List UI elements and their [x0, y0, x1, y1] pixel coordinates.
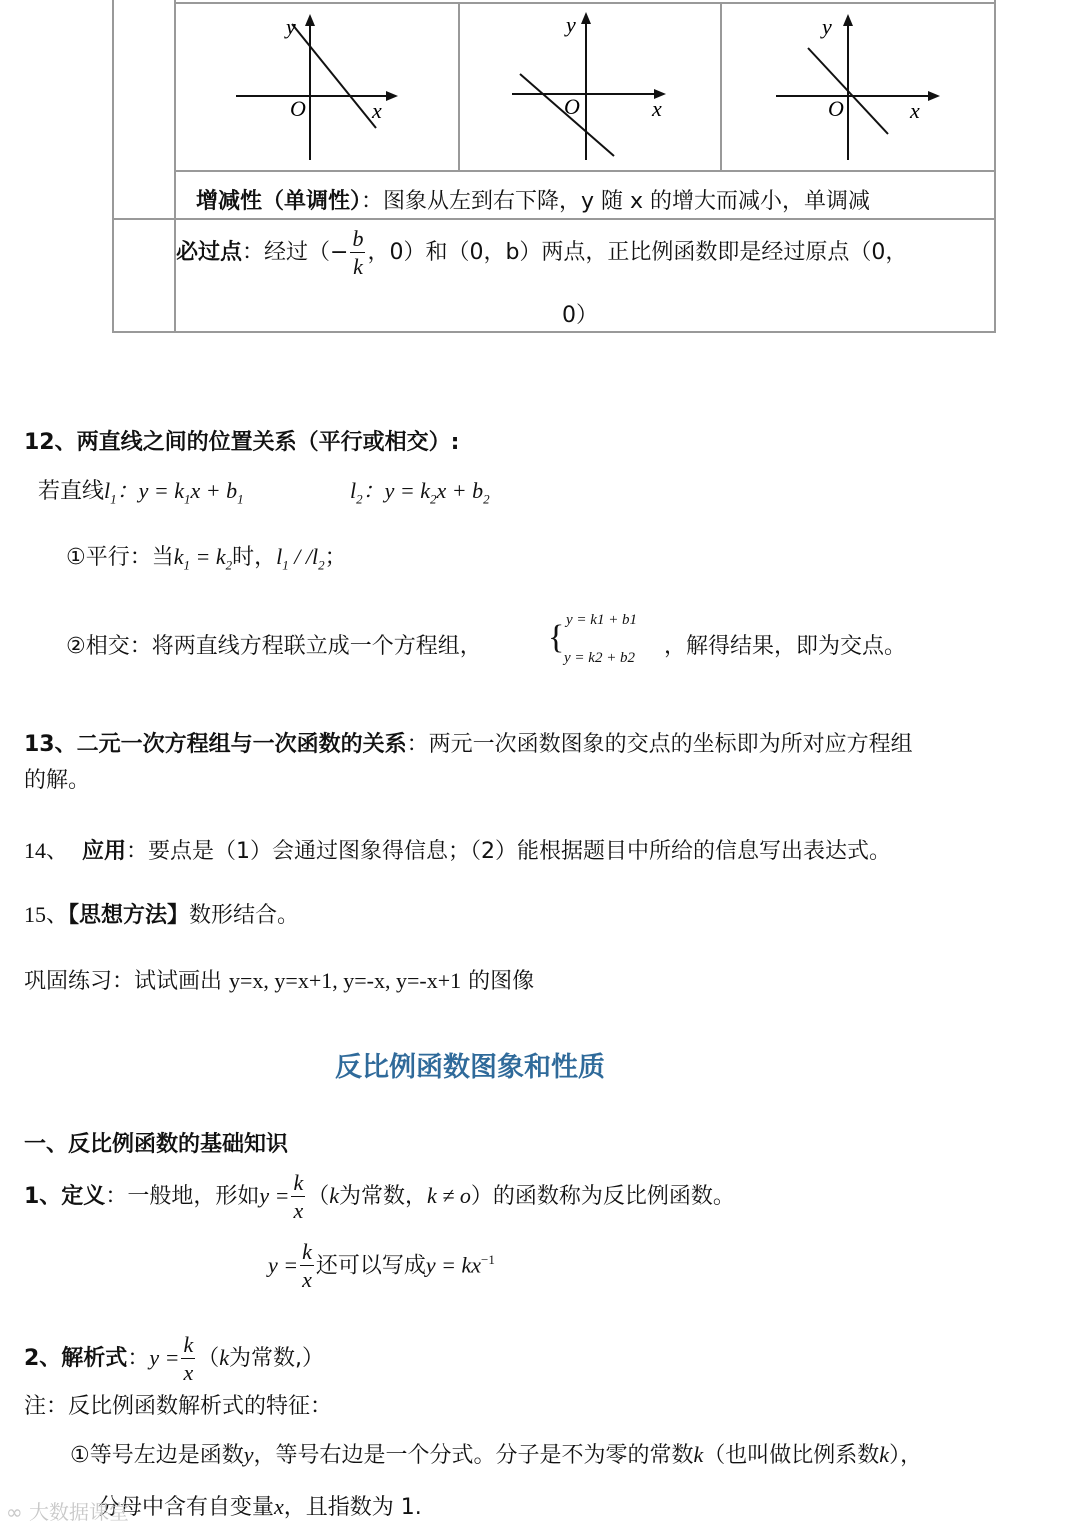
note-line: 注：反比例函数解析式的特征：	[24, 1394, 333, 1419]
y-axis-label: y	[822, 14, 832, 39]
x-axis-label: x	[910, 98, 920, 123]
feature-2-line: 分母中含有自变量x，且指数为 1.	[98, 1494, 422, 1520]
y-arrow-icon	[581, 12, 591, 24]
y-arrow-icon	[843, 14, 853, 26]
must-pass-text-a: ：经过（−	[242, 240, 349, 265]
y-axis-label: y	[286, 14, 296, 39]
parallel-condition: ①平行：当$k_1 = k_2$时，$l_1 / /l_2$；	[66, 544, 347, 573]
section-13-line-2: 的解。	[24, 768, 91, 793]
x-axis-label: x	[652, 96, 662, 121]
practice-line: 巩固练习：试试画出 y=x, y=x+1, y=-x, y=-x+1 的图像	[24, 968, 535, 994]
x-arrow-icon	[386, 91, 398, 101]
graph-decreasing-positive-intercept	[176, 4, 458, 170]
intersect-suffix: ，解得结果，即为交点。	[664, 634, 907, 659]
system-eq-2: y = k2 + b2	[564, 650, 636, 666]
origin-label: O	[828, 96, 844, 121]
origin-label: O	[290, 96, 306, 121]
monotonic-text: ：图象从左到右下降，y 随 x 的增大而减小，单调减	[361, 189, 871, 214]
properties-table	[112, 0, 996, 333]
monotonic-row	[196, 184, 870, 215]
line-definitions: 若直线$l_1$：$y = k_1x + b_1$	[38, 478, 244, 507]
y-axis-label: y	[566, 12, 576, 37]
graph-decreasing-negative-intercept	[460, 4, 720, 170]
graph-direct-proportion-decreasing	[722, 4, 994, 170]
brace-icon: {	[548, 619, 565, 656]
must-pass-label: 必过点	[176, 240, 243, 265]
origin-label: O	[564, 94, 580, 119]
intersect-prefix: ②相交：将两直线方程联立成一个方程组，	[66, 634, 482, 659]
monotonic-label: 增减性（单调性）	[196, 189, 362, 214]
section-14: 14、 应用：要点是（1）会通过图象得信息；（2）能根据题目中所给的信息写出表达式。	[24, 838, 892, 864]
line-l2-definition: $l_2$：$y = k_2x + b_2$	[350, 478, 490, 507]
x-arrow-icon	[928, 91, 940, 101]
must-pass-text-b: ，0）和（0，b）两点，正比例函数即是经过原点（0，	[367, 240, 908, 265]
fraction-b-over-k: $\frac{b}{k}$	[352, 226, 364, 279]
alternative-form-line: y = $\frac{k}{x}$ 还可以写成$y = kx^{-1}$	[268, 1239, 495, 1293]
section-heading: 反比例函数图象和性质	[335, 1052, 605, 1083]
section-15: 15、【思想方法】数形结合。	[24, 902, 300, 928]
watermark: ∞ 大数据课堂	[6, 1500, 130, 1524]
expression-line: 2、解析式：y = $\frac{k}{x}$ （k为常数,）	[24, 1332, 324, 1385]
section-12-title: 12、两直线之间的位置关系（平行或相交）:	[24, 430, 460, 455]
y-arrow-icon	[305, 14, 315, 26]
x-axis-label: x	[372, 98, 382, 123]
part-1-title: 一、反比例函数的基础知识	[24, 1132, 289, 1157]
system-eq-1: y = k1 + b1	[566, 612, 638, 628]
feature-1-line: ①等号左边是函数y，等号右边是一个分式。分子是不为零的常数k（也叫做比例系数k），	[70, 1442, 923, 1468]
must-pass-text-c: 0）	[562, 303, 598, 328]
definition-line: 1、定义：一般地，形如y = $\frac{k}{x}$ （k为常数，k ≠ o）的函数称为反比例函数。	[24, 1170, 735, 1223]
must-pass-row	[176, 228, 907, 278]
section-13-line-1: 13、二元一次方程组与一次函数的关系：两元一次函数图象的交点的坐标即为所对应方程组	[24, 732, 913, 757]
